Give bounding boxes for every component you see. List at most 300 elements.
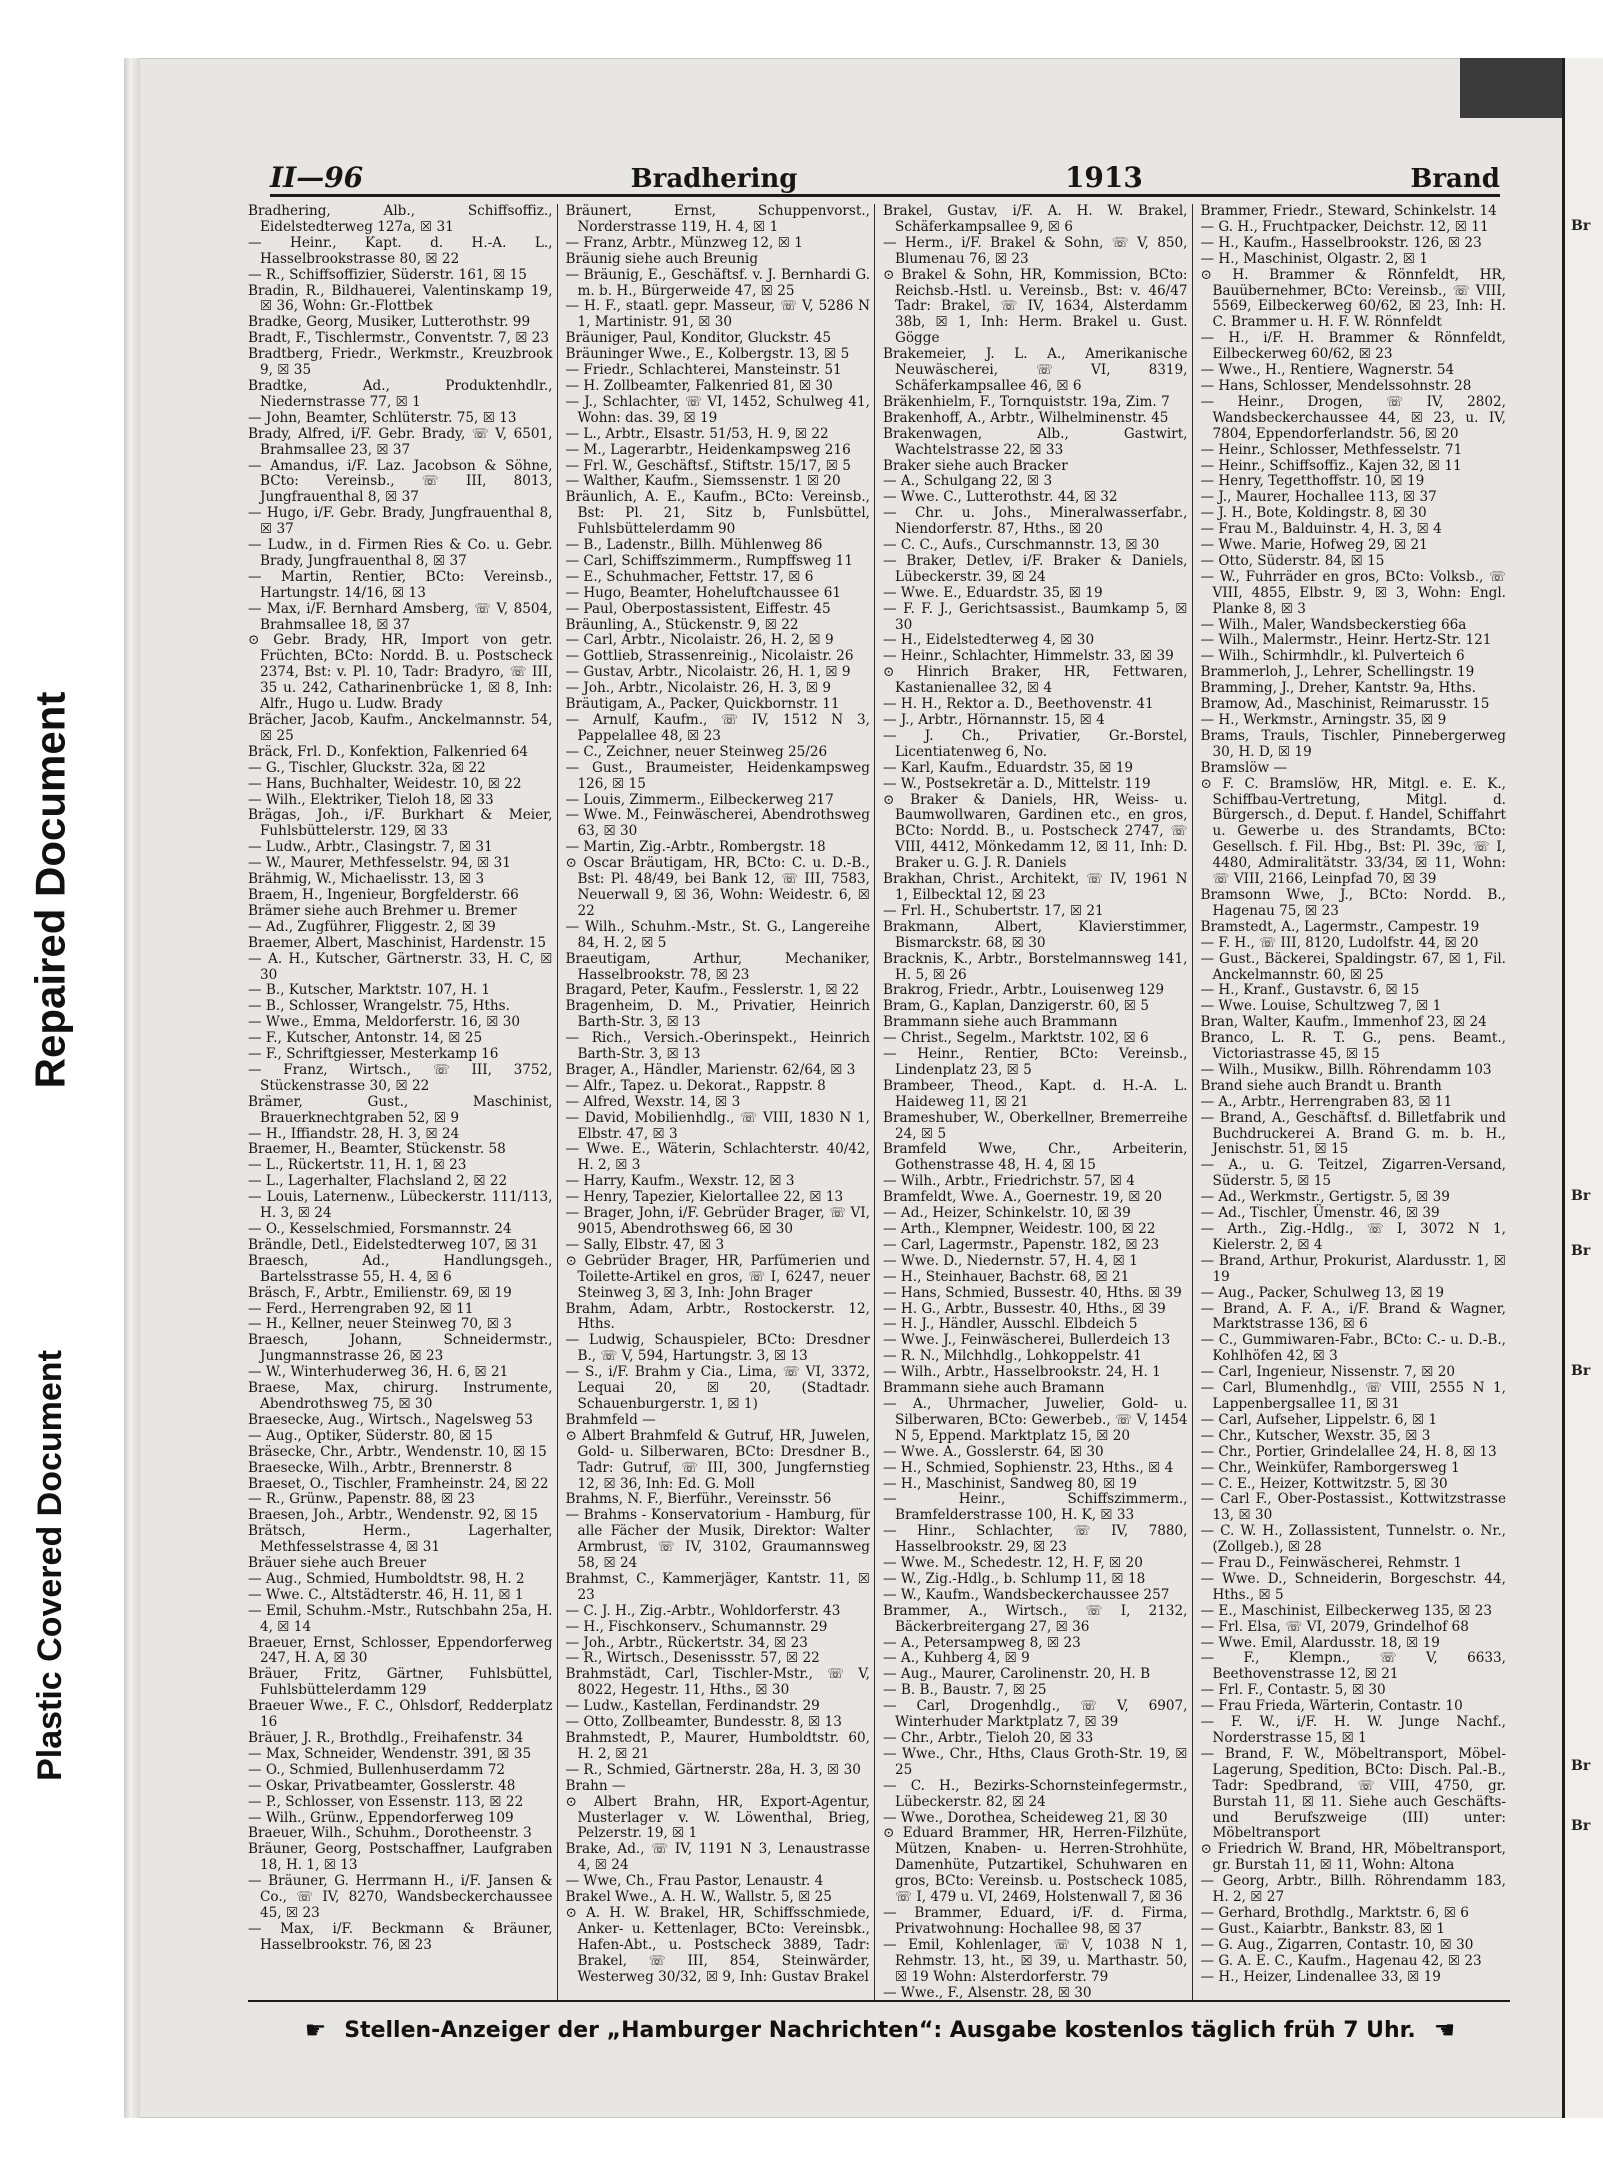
directory-entry: — W., Winterhuderweg 36, H. 6, ☒ 21 — [248, 1364, 509, 1381]
margin-mark: Br — [1571, 1758, 1591, 1774]
directory-entry: — A., Uhrmacher, Juwelier, Gold- u. Silberwaren, BCto: Gewerbeb., ☏ V, 1454 N 5, Eppend. Marktplatz 15, ☒ 20 — [883, 1395, 1188, 1444]
directory-entry: Braese, Max, chirurg. Instrumente, Abendrothsweg 75, ☒ 30 — [248, 1380, 553, 1412]
directory-entry: — L., Lagerhalter, Flachsland 2, ☒ 22 — [248, 1173, 508, 1190]
margin-mark: Br — [1571, 218, 1591, 234]
directory-entry: — Wwe. J., Feinwäscherei, Bullerdeich 13 — [883, 1332, 1171, 1349]
directory-entry: Brämer, Gust., Maschinist, Brauerknechtgraben 52, ☒ 9 — [248, 1093, 553, 1126]
directory-columns — [248, 203, 1510, 2001]
directory-entry: Bram, G., Kaplan, Danzigerstr. 60, ☒ 5 — [883, 998, 1149, 1015]
directory-entry: Brahm, Adam, Arbtr., Rostockerstr. 12, Hths. — [565, 1300, 870, 1333]
directory-entry: — Wilh., Musikw., Billh. Röhrendamm 103 — [1200, 1061, 1492, 1078]
page-number: II—96 — [270, 161, 364, 194]
directory-entry: Braeuer Wwe., F. C., Ohlsdorf, Redderplatz 16 — [248, 1698, 553, 1731]
directory-entry: — Ad., Zugführer, Fliggestr. 2, ☒ 39 — [248, 918, 496, 935]
directory-entry: Braeset, O., Tischler, Framheinstr. 24, ☒ 22 — [248, 1475, 549, 1492]
footer-advert-text: Stellen-Anzeiger der „Hamburger Nachrichten“: Ausgabe kostenlos täglich früh 7 Uhr. — [344, 2017, 1416, 2043]
directory-entry: Brammer, A., Wirtsch., ☏ I, 2132, Bäckerbreitergang 27, ☒ 36 — [883, 1602, 1188, 1635]
directory-entry: Bräunig siehe auch Breunig — [565, 250, 759, 267]
directory-entry: — Wilh., Arbtr., Hasselbrookstr. 24, H. 1 — [883, 1364, 1161, 1381]
directory-entry: — Wilh., Grünw., Eppendorferweg 109 — [248, 1809, 514, 1826]
directory-entry: — Wwe. Marie, Hofweg 29, ☒ 21 — [1200, 537, 1428, 554]
directory-entry: — Bräunig, E., Geschäftsf. v. J. Bernhardi G. m. b. H., Bürgerweide 47, ☒ 25 — [565, 266, 870, 299]
directory-entry: — Aug., Maurer, Carolinenstr. 20, H. B — [883, 1666, 1151, 1683]
header-left-keyword: Bradhering — [630, 164, 798, 194]
directory-entry: — John, Beamter, Schlüterstr. 75, ☒ 13 — [248, 409, 517, 426]
directory-entry: — Frau Frieda, Wärterin, Contastr. 10 — [1200, 1698, 1463, 1715]
directory-entry: — Martin, Rentier, BCto: Vereinsb., Hartungstr. 14/16, ☒ 13 — [248, 568, 553, 601]
page-header — [270, 150, 1500, 197]
directory-entry: Bramsonn Wwe, J., BCto: Nordd. B., Hagenau 75, ☒ 23 — [1200, 886, 1506, 919]
directory-entry: — Chr., Weinküfer, Ramborgersweg 1 — [1200, 1459, 1460, 1476]
directory-entry: — Bräuner, G. Herrmann H., i/F. Jansen & Co., ☏ IV, 8270, Wandsbeckerchaussee 45, ☒ 23 — [248, 1873, 553, 1921]
directory-entry: — Gerhard, Brothdlg., Marktstr. 6, ☒ 6 — [1200, 1904, 1469, 1921]
directory-entry: — Walther, Kaufm., Siemssenstr. 1 ☒ 20 — [565, 473, 841, 490]
directory-entry: — C. E., Heizer, Kottwitzstr. 5, ☒ 30 — [1200, 1475, 1448, 1492]
directory-entry: — Carl, Aufseher, Lippelstr. 6, ☒ 1 — [1200, 1411, 1438, 1428]
directory-entry: — Wwe. E., Eduardstr. 35, ☒ 19 — [883, 584, 1103, 601]
directory-entry: Brahn — — [565, 1777, 626, 1794]
directory-entry: Bragenheim, D. M., Privatier, Heinrich Barth-Str. 3, ☒ 13 — [565, 998, 870, 1031]
directory-entry: — Wwe., Chr., Hths, Claus Groth-Str. 19, ☒ 25 — [883, 1745, 1188, 1778]
directory-entry: — Wwe. Louise, Schultzweg 7, ☒ 1 — [1200, 998, 1442, 1015]
directory-entry: — A. H., Kutscher, Gärtnerstr. 33, H. C, ☒ 30 — [248, 950, 553, 983]
directory-entry: Brahmstädt, Carl, Tischler-Mstr., ☏ V, 8022, Hegestr. 11, Hths., ☒ 30 — [565, 1666, 870, 1699]
repaired-document-label — [0, 580, 100, 1200]
directory-entry: Bragard, Peter, Kaufm., Fesslerstr. 1, ☒ 22 — [565, 982, 860, 999]
directory-entry: — Wwe. D., Schneiderin, Borgeschstr. 44, Hths., ☒ 5 — [1200, 1570, 1506, 1603]
directory-entry: Brake, Ad., ☏ IV, 1191 N 3, Lenaustrasse 4, ☒ 24 — [565, 1841, 870, 1874]
directory-entry: Bradtberg, Friedr., Werkmstr., Kreuzbrook 9, ☒ 35 — [248, 346, 553, 379]
adjacent-page-strip — [1562, 58, 1603, 2118]
directory-entry: — H., Schmied, Sophienstr. 23, Hths., ☒ 4 — [883, 1459, 1174, 1476]
directory-entry: — Christ., Segelm., Marktstr. 102, ☒ 6 — [883, 1030, 1149, 1047]
directory-entry: — H., Fischkonserv., Schumannstr. 29 — [565, 1618, 828, 1635]
directory-entry: — Wilh., Malermstr., Heinr. Hertz-Str. 121 — [1200, 632, 1492, 649]
directory-entry: — Brammer, Eduard, i/F. d. Firma, Privatwohnung: Hochallee 98, ☒ 37 — [883, 1904, 1188, 1937]
directory-entry: Brägas, Joh., i/F. Burkhart & Meier, Fuhlsbüttelerstr. 129, ☒ 33 — [248, 807, 553, 840]
directory-entry: — Gust., Bäckerei, Spaldingstr. 67, ☒ 1, Fil. Anckelmannstr. 60, ☒ 25 — [1200, 950, 1506, 983]
directory-entry: — R., Wirtsch., Desenissstr. 57, ☒ 22 — [565, 1650, 820, 1667]
directory-entry: — Hugo, i/F. Gebr. Brady, Jungfrauenthal 8, ☒ 37 — [248, 505, 553, 538]
directory-entry: — G., Tischler, Gluckstr. 32a, ☒ 22 — [248, 759, 486, 776]
directory-entry: — Wwe. C., Altstädterstr. 46, H. 11, ☒ 1 — [248, 1586, 524, 1603]
directory-entry: — Harry, Kaufm., Wexstr. 12, ☒ 3 — [565, 1173, 795, 1190]
directory-entry: Bramming, J., Dreher, Kantstr. 9a, Hths. — [1200, 680, 1476, 697]
directory-entry: Bräunert, Ernst, Schuppenvorst., Norderstrasse 119, H. 4, ☒ 1 — [565, 203, 870, 235]
directory-entry: — David, Mobilienhdlg., ☏ VIII, 1830 N 1, Elbstr. 47, ☒ 3 — [565, 1109, 870, 1142]
directory-entry: — Franz, Wirtsch., ☏ III, 3752, Stückenstrasse 30, ☒ 22 — [248, 1061, 553, 1094]
directory-entry: — Carl, Drogenhdlg., ☏ V, 6907, Winterhuder Marktplatz 7, ☒ 39 — [883, 1698, 1188, 1731]
directory-entry: Brahmfeld — — [565, 1411, 656, 1428]
directory-entry: — H., Maschinist, Olgastr. 2, ☒ 1 — [1200, 250, 1428, 267]
directory-entry: — W., Maurer, Methfesselstr. 94, ☒ 31 — [248, 855, 511, 872]
directory-entry: — H., Kellner, neuer Steinweg 70, ☒ 3 — [248, 1316, 512, 1333]
header-right-keyword: Brand — [1410, 164, 1500, 194]
directory-entry: — Alfred, Wexstr. 14, ☒ 3 — [565, 1093, 741, 1110]
directory-entry: Bräuer siehe auch Breuer — [248, 1555, 427, 1572]
directory-entry: — Gust., Braumeister, Heidenkampsweg 126, ☒ 15 — [565, 759, 870, 792]
directory-entry: — Ludw., in d. Firmen Ries & Co. u. Gebr. Brady, Jungfrauenthal 8, ☒ 37 — [248, 537, 553, 569]
directory-entry: — Wwe. A., Gosslerstr. 64, ☒ 30 — [883, 1443, 1104, 1460]
directory-entry: — Hans, Schmied, Bussestr. 40, Hths. ☒ 39 — [883, 1284, 1182, 1301]
directory-entry: Bradtke, Ad., Produktenhdlr., Niedernstrasse 77, ☒ 1 — [248, 377, 553, 410]
directory-entry: Brakenwagen, Alb., Gastwirt, Wachtelstrasse 22, ☒ 33 — [883, 425, 1188, 458]
directory-entry: — Alfr., Tapez. u. Dekorat., Rappstr. 8 — [565, 1077, 826, 1094]
directory-entry: — Brand, A., Geschäftsf. d. Billetfabrik und Buchdruckerei A. Brand G. m. b. H., Jenischstr. 51, ☒ 15 — [1200, 1109, 1506, 1158]
directory-entry: — C. J. H., Zig.-Arbtr., Wohldorferstr. 43 — [565, 1602, 841, 1619]
directory-entry: — Heinr., Kapt. d. H.-A. L., Hasselbrookstrasse 80, ☒ 22 — [248, 234, 553, 267]
directory-entry: — Wwe. E., Wäterin, Schlachterstr. 40/42, H. 2, ☒ 3 — [565, 1141, 870, 1174]
directory-entry: — Hans, Buchhalter, Weidestr. 10, ☒ 22 — [248, 775, 522, 792]
directory-entry: Brakrog, Friedr., Arbtr., Louisenweg 129 — [883, 982, 1165, 999]
directory-entry: — Otto, Zollbeamter, Bundesstr. 8, ☒ 13 — [565, 1714, 842, 1731]
directory-entry: Brammann siehe auch Bramann — [883, 1380, 1105, 1397]
directory-entry: — G. A. E. C., Kaufm., Hagenau 42, ☒ 23 — [1200, 1952, 1482, 1969]
directory-entry: — W., Postsekretär a. D., Mittelstr. 119 — [883, 775, 1151, 792]
directory-entry: — H., Heizer, Lindenallee 33, ☒ 19 — [1200, 1968, 1441, 1985]
directory-entry: — Max, i/F. Bernhard Amsberg, ☏ V, 8504, Brahmsallee 18, ☒ 37 — [248, 600, 553, 633]
directory-entry: — R., Schmied, Gärtnerstr. 28a, H. 3, ☒ 30 — [565, 1761, 861, 1778]
directory-entry: — Frl. Elsa, ☏ VI, 2079, Grindelhof 68 — [1200, 1618, 1469, 1635]
directory-entry: — H. J., Händler, Ausschl. Elbdeich 5 — [883, 1316, 1138, 1333]
directory-entry: — O., Schmied, Bullenhuserdamm 72 — [248, 1761, 506, 1778]
directory-entry: — Oskar, Privatbeamter, Gosslerstr. 48 — [248, 1777, 516, 1794]
directory-entry: — A., Petersampweg 8, ☒ 23 — [883, 1634, 1081, 1651]
directory-entry: Braemer, Albert, Maschinist, Hardenstr. 15 — [248, 934, 546, 951]
directory-entry: — Brand, Arthur, Prokurist, Alardusstr. 1, ☒ 19 — [1200, 1252, 1506, 1285]
directory-entry: — Sally, Elbstr. 47, ☒ 3 — [565, 1236, 725, 1253]
directory-entry: — R., Grünw., Papenstr. 88, ☒ 23 — [248, 1491, 475, 1508]
directory-entry: — Brager, John, i/F. Gebrüder Brager, ☏ VI, 9015, Abendrothsweg 66, ☒ 30 — [565, 1205, 870, 1237]
directory-entry: ⊙ Oscar Bräutigam, HR, BCto: C. u. D.-B., Bst: Pl. 48/49, bei Bank 12, ☏ III, 7583, Neuerwall 9, ☒ 36, Wohn: Weidestr. 6, ☒ 22 — [565, 855, 870, 919]
directory-entry: — Wwe. D., Niedernstr. 57, H. 4, ☒ 1 — [883, 1252, 1138, 1269]
directory-entry: — Carl, Arbtr., Nicolaistr. 26, H. 2, ☒ 9 — [565, 632, 834, 649]
directory-entry: — Wwe, Ch., Frau Pastor, Lenaustr. 4 — [565, 1873, 824, 1890]
directory-entry: — Chr., Arbtr., Tieloh 20, ☒ 33 — [883, 1730, 1094, 1746]
directory-entry: — H. H., Rektor a. D., Beethovenstr. 41 — [883, 696, 1154, 713]
directory-entry: — Franz, Arbtr., Münzweg 12, ☒ 1 — [565, 234, 803, 251]
plastic-covered-text: Plastic Covered Document — [30, 1349, 69, 1781]
directory-entry: Brakemeier, J. L. A., Amerikanische Neuwäscherei, ☏ VI, 8319, Schäferkampsallee 46, ☒ 6 — [883, 346, 1188, 394]
directory-entry: — W., Zig.-Hdlg., b. Schlump 11, ☒ 18 — [883, 1570, 1146, 1587]
directory-entry: — Brand, F. W., Möbeltransport, Möbel-Lagerung, Spedition, BCto: Disch. Pal.-B., Tadr: Spedbrand, ☏ VIII, 4750, gr. Burstah 11, ☒ 11. Siehe auch Geschäfts- und Berufszweige (III) unter: Möbeltransport — [1200, 1745, 1506, 1842]
directory-entry: — Wwe., Emma, Meldorferstr. 16, ☒ 30 — [248, 1014, 521, 1031]
directory-entry: Braker siehe auch Bracker — [883, 457, 1068, 474]
directory-entry: — Carl, Ingenieur, Nissenstr. 7, ☒ 20 — [1200, 1364, 1456, 1381]
directory-entry: Bräsecke, Chr., Arbtr., Wendenstr. 10, ☒ 15 — [248, 1443, 547, 1460]
directory-entry: — Wwe., F., Alsenstr. 28, ☒ 30 — [883, 1984, 1092, 2001]
directory-entry: — Heinr., Schlachter, Himmelstr. 33, ☒ 39 — [883, 648, 1174, 665]
directory-entry: Bräuner, Georg, Postschaffner, Laufgraben 18, H. 1, ☒ 13 — [248, 1841, 553, 1874]
directory-entry: — Henry, Tegetthoffstr. 10, ☒ 19 — [1200, 473, 1425, 490]
directory-entry: — Max, i/F. Beckmann & Bräuner, Hasselbrookstr. 76, ☒ 23 — [248, 1920, 553, 1953]
directory-entry: ⊙ Friedrich W. Brand, HR, Möbeltransport, gr. Burstah 11, ☒ 11, Wohn: Altona — [1200, 1841, 1506, 1874]
directory-entry: — Wilh., Schuhm.-Mstr., St. G., Langereihe 84, H. 2, ☒ 5 — [565, 918, 870, 951]
directory-entry: — A., u. G. Teitzel, Zigarren-Versand, Süderstr. 5, ☒ 15 — [1200, 1157, 1506, 1190]
directory-entry: — C., Zeichner, neuer Steinweg 25/26 — [565, 743, 828, 760]
directory-entry: Braesen, Joh., Arbtr., Wendenstr. 92, ☒ 15 — [248, 1507, 538, 1524]
directory-entry: — C. W. H., Zollassistent, Tunnelstr. o. Nr., (Zollgeb.), ☒ 28 — [1200, 1523, 1506, 1556]
directory-entry: — J., Schlachter, ☏ VI, 1452, Schulweg 41, Wohn: das. 39, ☒ 19 — [565, 393, 870, 426]
directory-entry: — Arth., Zig.-Hdlg., ☏ I, 3072 N 1, Kielerstr. 2, ☒ 4 — [1200, 1221, 1506, 1253]
directory-entry: — B. B., Baustr. 7, ☒ 25 — [883, 1682, 1047, 1699]
directory-entry: — Wwe., Dorothea, Scheideweg 21, ☒ 30 — [883, 1809, 1168, 1826]
directory-entry: Brähmig, W., Michaelisstr. 13, ☒ 3 — [248, 871, 485, 888]
directory-entry: — Ad., Werkmstr., Gertigstr. 5, ☒ 39 — [1200, 1189, 1450, 1206]
directory-entry: ⊙ A. H. W. Brakel, HR, Schiffsschmiede, Anker- u. Kettenlager, BCto: Vereinsbk., Hafen-Abt., u. Postscheck 3889, Tadr: Brakel, ☏ III, 854, Steinwärder, Westerweg 30/32, ☒ 9, Inh: Gustav Brakel — [565, 1904, 870, 1985]
directory-entry: — C. H., Bezirks-Schornsteinfegermstr., Lübeckerstr. 82, ☒ 24 — [883, 1777, 1188, 1810]
directory-entry: — Chr. u. Johs., Mineralwasserfabr., Niendorferstr. 87, Hths., ☒ 20 — [883, 505, 1188, 538]
directory-entry: Brams, Trauls, Tischler, Pinnebergerweg 30, H. D, ☒ 19 — [1200, 727, 1506, 760]
directory-entry: ⊙ Eduard Brammer, HR, Herren-Filzhüte, Mützen, Knaben- u. Herren-Strohhüte, Damenhüte, Putzartikel, Schuhwaren en gros, BCto: Vereinsb. u. Postscheck 1085, ☏ I, 479 u. VI, 2469, Holstenwall 7, ☒ 36 — [883, 1825, 1188, 1906]
directory-entry: — O., Kesselschmied, Forsmannstr. 24 — [248, 1221, 512, 1237]
directory-entry: — Hinr., Schlachter, ☏ IV, 7880, Hasselbrookstr. 29, ☒ 23 — [883, 1523, 1188, 1556]
directory-entry: ⊙ Brakel & Sohn, HR, Kommission, BCto: Reichsb.-Hstl. u. Vereinsb., Bst: v. 46/47 Tadr: Brakel, ☏ IV, 1634, Alsterdamm 38b, ☒ 1, Inh: Herm. Brakel u. Gust. Gögge — [883, 266, 1188, 347]
directory-entry: — J. Ch., Privatier, Gr.-Borstel, Licentiatenweg 6, No. — [883, 727, 1188, 760]
directory-entry: — F. H., ☏ III, 8120, Ludolfstr. 44, ☒ 20 — [1200, 934, 1479, 951]
directory-entry: Bramfeld Wwe, Chr., Arbeiterin, Gothenstrasse 48, H. 4, ☒ 15 — [883, 1141, 1188, 1174]
directory-entry: Brand siehe auch Brandt u. Branth — [1200, 1077, 1442, 1094]
directory-entry: — Frau M., Balduinstr. 4, H. 3, ☒ 4 — [1200, 521, 1442, 538]
directory-entry: Bradke, Georg, Musiker, Lutterothstr. 99 — [248, 314, 531, 331]
pointing-hand-left-icon: ☚ — [1433, 2016, 1456, 2044]
directory-entry: Brakhan, Christ., Architekt, ☏ IV, 1961 N 1, Eilbecktal 12, ☒ 23 — [883, 871, 1188, 903]
directory-entry: — Georg, Arbtr., Billh. Röhrendamm 183, H. 2, ☒ 27 — [1200, 1873, 1506, 1906]
directory-entry: Braesch, Ad., Handlungsgeh., Bartelsstrasse 55, H. 4, ☒ 6 — [248, 1252, 553, 1285]
directory-entry: — Arnulf, Kaufm., ☏ IV, 1512 N 3, Pappelallee 48, ☒ 23 — [565, 712, 870, 744]
directory-entry: Bräunlich, A. E., Kaufm., BCto: Vereinsb., Bst: Pl. 21, Sitz b, Funlsbüttel, Fuhlsbüttelerdamm 90 — [565, 489, 870, 538]
directory-entry: Bräsch, F., Arbtr., Emilienstr. 69, ☒ 19 — [248, 1284, 512, 1301]
directory-entry: — H., Kaufm., Hasselbrookstr. 126, ☒ 23 — [1200, 234, 1482, 251]
directory-entry: — W., Kaufm., Wandsbeckerchaussee 257 — [883, 1586, 1170, 1603]
directory-entry: — Paul, Oberpostassistent, Eiffestr. 45 — [565, 600, 831, 617]
directory-entry: ⊙ Albert Brahn, HR, Export-Agentur, Musterlager v. W. Löwenthal, Brieg, Pelzerstr. 19, ☒ 1 — [565, 1793, 870, 1842]
directory-entry: — H. F., staatl. gepr. Masseur, ☏ V, 5286 N 1, Martinistr. 91, ☒ 30 — [565, 298, 870, 331]
directory-entry: — B., Schlosser, Wrangelstr. 75, Hths. — [248, 998, 510, 1015]
directory-entry: Brändle, Detl., Eidelstedterweg 107, ☒ 31 — [248, 1236, 539, 1253]
directory-entry: — Ad., Tischler, Ümenstr. 46, ☒ 39 — [1200, 1205, 1440, 1222]
directory-entry: ⊙ Gebrüder Brager, HR, Parfümerien und Toilette-Artikel en gros, ☏ I, 6247, neuer Steinweg 3, ☒ 3, Inh: John Brager — [565, 1252, 870, 1301]
directory-entry: — Heinr., Drogen, ☏ IV, 2802, Wandsbeckerchaussee 44, ☒ 23, u. IV, 7804, Eppendorferlandstr. 56, ☒ 20 — [1200, 393, 1506, 442]
directory-entry: — Friedr., Schlachterei, Mansteinstr. 51 — [565, 362, 842, 379]
directory-entry: ⊙ Albert Brahmfeld & Gutruf, HR, Juwelen, Gold- u. Silberwaren, BCto: Dresdner B., Tadr: Gutruf, ☏ III, 300, Jungfernstieg 12, ☒ 36, Inh: Ed. G. Moll — [565, 1427, 870, 1492]
directory-entry: — Braker, Detlev, i/F. Braker & Daniels, Lübeckerstr. 39, ☒ 24 — [883, 552, 1188, 585]
directory-entry: Brakenhoff, A., Arbtr., Wilhelminenstr. 45 — [883, 409, 1169, 426]
directory-entry: ⊙ Braker & Daniels, HR, Weiss- u. Baumwollwaren, Gardinen etc., en gros, BCto: Nordd. B., u. Postscheck 2747, ☏ VIII, 4412, Mönkedamm 12, ☒ 11, Inh: D. Braker u. G. J. R. Daniels — [883, 791, 1188, 872]
directory-entry: — F. F. J., Gerichtsassist., Baumkamp 5, ☒ 30 — [883, 600, 1188, 633]
directory-entry: Braesch, Johann, Schneidermstr., Jungmannstrasse 26, ☒ 23 — [248, 1332, 553, 1365]
margin-mark: Br — [1571, 1188, 1591, 1204]
directory-entry: — J., Arbtr., Hörnannstr. 15, ☒ 4 — [883, 712, 1105, 728]
directory-entry: Brammerloh, J., Lehrer, Schellingstr. 19 — [1200, 664, 1475, 681]
directory-entry: Bräuer, Fritz, Gärtner, Fuhlsbüttel, Fuhlsbüttelerdamm 129 — [248, 1666, 553, 1699]
directory-entry: Brakel, Gustav, i/F. A. H. W. Brakel, Schäferkampsallee 9, ☒ 6 — [883, 203, 1188, 235]
directory-entry: — A., Kuhberg 4, ☒ 9 — [883, 1650, 1030, 1667]
directory-entry: — Emil, Schuhm.-Mstr., Rutschbahn 25a, H. 4, ☒ 14 — [248, 1602, 553, 1635]
directory-entry: — F. W., i/F. H. W. Junge Nachf., Norderstrasse 15, ☒ 1 — [1200, 1714, 1506, 1746]
directory-entry: — Brand, A. F. A., i/F. Brand & Wagner, Marktstrasse 136, ☒ 6 — [1200, 1300, 1506, 1333]
directory-entry: — H., Kranf., Gustavstr. 6, ☒ 15 — [1200, 982, 1420, 999]
directory-entry: — Ludw., Arbtr., Clasingstr. 7, ☒ 31 — [248, 839, 493, 856]
directory-entry: — C. C., Aufs., Curschmannstr. 13, ☒ 30 — [883, 537, 1160, 554]
directory-entry: — H., Maschinist, Sandweg 80, ☒ 19 — [883, 1475, 1137, 1492]
directory-entry: Brahms, N. F., Bierführ., Vereinsstr. 56 — [565, 1491, 832, 1508]
directory-entry: Branco, L. R. T. G., pens. Beamt., Victoriastrasse 45, ☒ 15 — [1200, 1030, 1506, 1063]
directory-entry: — Rich., Versich.-Oberinspekt., Heinrich Barth-Str. 3, ☒ 13 — [565, 1030, 870, 1063]
directory-entry: Bradt, F., Tischlermstr., Conventstr. 7, ☒ 23 — [248, 330, 550, 347]
directory-entry: — Karl, Kaufm., Eduardstr. 35, ☒ 19 — [883, 759, 1134, 776]
directory-entry: — Frl. W., Geschäftsf., Stiftstr. 15/17, ☒ 5 — [565, 457, 851, 474]
repaired-document-text: Repaired Document — [26, 691, 73, 1089]
directory-entry: — Martin, Zig.-Arbtr., Rombergstr. 18 — [565, 839, 826, 856]
directory-entry: — Chr., Portier, Grindelallee 24, H. 8, ☒ 13 — [1200, 1443, 1497, 1460]
directory-entry: Brächer, Jacob, Kaufm., Anckelmannstr. 54, ☒ 25 — [248, 712, 553, 744]
directory-entry: — F., Kutscher, Antonstr. 14, ☒ 25 — [248, 1030, 483, 1047]
directory-entry: Brahmst, C., Kammerjäger, Kantstr. 11, ☒ 23 — [565, 1570, 870, 1603]
directory-entry: Brammer, Friedr., Steward, Schinkelstr. 14 — [1200, 203, 1497, 219]
directory-entry: — Wilh., Maler, Wandsbeckerstieg 66a — [1200, 616, 1467, 633]
directory-entry: — Herm., i/F. Brakel & Sohn, ☏ V, 850, Blumenau 76, ☒ 23 — [883, 234, 1188, 267]
directory-entry: — Ad., Heizer, Schinkelstr. 10, ☒ 39 — [883, 1205, 1131, 1222]
directory-entry: — Wwe., H., Rentiere, Wagnerstr. 54 — [1200, 362, 1455, 379]
directory-entry: — Frl. F., Contastr. 5, ☒ 30 — [1200, 1682, 1386, 1699]
header-year: 1913 — [1064, 161, 1143, 194]
directory-entry: — F., Klempn., ☏ V, 6633, Beethovenstrasse 12, ☒ 21 — [1200, 1650, 1506, 1683]
directory-entry: Brahmstedt, P., Maurer, Humboldtstr. 60, H. 2, ☒ 21 — [565, 1730, 870, 1762]
directory-entry: — Louis, Zimmerm., Eilbeckerweg 217 — [565, 791, 834, 808]
directory-entry: — Aug., Packer, Schulweg 13, ☒ 19 — [1200, 1284, 1445, 1301]
directory-entry: — C., Gummiwaren-Fabr., BCto: C.- u. D.-B., Kohlhöfen 42, ☒ 3 — [1200, 1332, 1506, 1365]
directory-entry: Braeutigam, Arthur, Mechaniker, Hasselbrookstr. 78, ☒ 23 — [565, 950, 870, 983]
directory-entry: — Wilh., Arbtr., Friedrichstr. 57, ☒ 4 — [883, 1173, 1135, 1190]
directory-entry: Bradhering, Alb., Schiffsoffiz., Eidelstedterweg 127a, ☒ 31 — [248, 203, 553, 235]
directory-entry: ⊙ Gebr. Brady, HR, Import von getr. Früchten, BCto: Nordd. B. u. Postscheck 2374, Bst: v. Pl. 10, Tadr: Bradyro, ☏ III, 35 u. 242, Catharinenbrücke 1, ☒ 8, Inh: Alfr., Hugo u. Ludw. Brady — [248, 632, 553, 713]
directory-entry: Braesecke, Wilh., Arbtr., Brennerstr. 8 — [248, 1459, 513, 1476]
directory-entry: — Max, Schneider, Wendenstr. 391, ☒ 35 — [248, 1745, 532, 1762]
directory-entry: — Joh., Arbtr., Rückertstr. 34, ☒ 23 — [565, 1634, 808, 1651]
directory-entry: — Carl, Schiffszimmerm., Rumpffsweg 11 — [565, 552, 853, 569]
directory-entry: ⊙ Hinrich Braker, HR, Fettwaren, Kastanienallee 32, ☒ 4 — [883, 664, 1188, 697]
directory-entry: — Carl, Lagermstr., Papenstr. 182, ☒ 23 — [883, 1236, 1160, 1253]
directory-entry: — H., Iffiandstr. 28, H. 3, ☒ 24 — [248, 1125, 460, 1142]
directory-entry: — H. Zollbeamter, Falkenried 81, ☒ 30 — [565, 377, 833, 394]
plastic-covered-label — [0, 1240, 100, 1890]
directory-entry: — Frau D., Feinwäscherei, Rehmstr. 1 — [1200, 1555, 1463, 1572]
directory-entry: — Heinr., Schiffszimmerm., Bramfelderstrasse 100, H. K, ☒ 33 — [883, 1491, 1188, 1524]
directory-entry: — P., Schlosser, von Essenstr. 113, ☒ 22 — [248, 1793, 524, 1810]
margin-mark: Br — [1571, 1363, 1591, 1379]
directory-entry: — Heinr., Schlosser, Methfesselstr. 71 — [1200, 441, 1463, 458]
directory-entry: — G. Aug., Zigarren, Contastr. 10, ☒ 30 — [1200, 1936, 1474, 1953]
directory-entry: — R. N., Milchhdlg., Lohkoppelstr. 41 — [883, 1348, 1142, 1365]
directory-entry: Brammann siehe auch Brammann — [883, 1014, 1118, 1031]
directory-entry: Braeuer, Wilh., Schuhm., Dorotheenstr. 3 — [248, 1825, 532, 1842]
directory-entry: Bräuniger, Paul, Konditor, Gluckstr. 45 — [565, 330, 831, 347]
directory-entry: Brakmann, Albert, Klavierstimmer, Bismarckstr. 68, ☒ 30 — [883, 918, 1188, 951]
margin-mark: Br — [1571, 1818, 1591, 1834]
page-binding-edge — [124, 58, 140, 2118]
directory-entry: — L., Rückertstr. 11, H. 1, ☒ 23 — [248, 1157, 467, 1174]
directory-entry: — Aug., Optiker, Süderstr. 80, ☒ 15 — [248, 1427, 493, 1444]
directory-entry: — H. G., Arbtr., Bussestr. 40, Hths., ☒ 39 — [883, 1300, 1166, 1317]
directory-entry: — Wwe. M., Feinwäscherei, Abendrothsweg 63, ☒ 30 — [565, 807, 870, 840]
directory-column-3 — [883, 204, 1193, 2001]
directory-entry: Bramslöw — — [1200, 759, 1288, 776]
directory-entry: — Ludw., Kastellan, Ferdinandstr. 29 — [565, 1698, 820, 1715]
footer-advert — [300, 2012, 1460, 2048]
directory-entry: — R., Schiffsoffizier, Süderstr. 161, ☒ 15 — [248, 266, 527, 283]
directory-entry: — H., Werkmstr., Arningstr. 35, ☒ 9 — [1200, 712, 1447, 728]
pointing-hand-right-icon: ☛ — [304, 2016, 327, 2044]
directory-entry: — L., Arbtr., Elsastr. 51/53, H. 9, ☒ 22 — [565, 425, 829, 442]
directory-entry: — Ludwig, Schauspieler, BCto: Dresdner B., ☏ V, 594, Hartungstr. 3, ☒ 13 — [565, 1332, 870, 1365]
directory-entry: — G. H., Fruchtpacker, Deichstr. 12, ☒ 11 — [1200, 218, 1489, 235]
directory-entry: — Carl, Blumenhdlg., ☏ VIII, 2555 N 1, Lappenbergsallee 11, ☒ 31 — [1200, 1380, 1506, 1412]
directory-entry: Bracknis, K., Arbtr., Borstelmannsweg 141, H. 5, ☒ 26 — [883, 950, 1188, 983]
directory-entry: — Henry, Tapezier, Kielortallee 22, ☒ 13 — [565, 1189, 844, 1206]
directory-entry: — S., i/F. Brahm y Cia., Lima, ☏ VI, 3372, Lequai 20, ☒ 20, (Stadtadr. Schauenburgerstr. 1, ☒ 1) — [565, 1364, 870, 1412]
directory-entry: — Frl. H., Schubertstr. 17, ☒ 21 — [883, 902, 1104, 919]
directory-column-2 — [566, 204, 876, 2001]
directory-entry: Brakel Wwe., A. H. W., Wallstr. 5, ☒ 25 — [565, 1889, 832, 1906]
directory-entry: — H., i/F. H. Brammer & Rönnfeldt, Eilbeckerweg 60/62, ☒ 23 — [1200, 330, 1506, 363]
directory-entry: Braemer, H., Beamter, Stückenstr. 58 — [248, 1141, 506, 1158]
directory-entry: — W., Fuhrräder en gros, BCto: Volksb., ☏ VIII, 4855, Elbstr. 9, ☒ 3, Wohn: Engl. Planke 8, ☒ 3 — [1200, 568, 1506, 617]
directory-column-1 — [248, 204, 558, 2001]
directory-entry: Brady, Alfred, i/F. Gebr. Brady, ☏ V, 6501, Brahmsallee 23, ☒ 37 — [248, 425, 553, 458]
directory-entry: — Joh., Arbtr., Nicolaistr. 26, H. 3, ☒ 9 — [565, 680, 832, 697]
directory-entry: — Heinr., Rentier, BCto: Vereinsb., Lindenplatz 23, ☒ 5 — [883, 1046, 1188, 1078]
directory-entry: Braeuer, Ernst, Schlosser, Eppendorferweg 247, H. A, ☒ 30 — [248, 1634, 553, 1667]
directory-entry: — Hans, Schlosser, Mendelssohnstr. 28 — [1200, 377, 1472, 394]
directory-entry: Bran, Walter, Kaufm., Immenhof 23, ☒ 24 — [1200, 1014, 1487, 1031]
directory-entry: — J. H., Bote, Koldingstr. 8, ☒ 30 — [1200, 505, 1427, 522]
directory-entry: Braesecke, Aug., Wirtsch., Nagelsweg 53 — [248, 1411, 533, 1428]
directory-entry: — Emil, Kohlenlager, ☏ V, 1038 N 1, Rehmstr. 13, ht., ☒ 39, u. Marthastr. 50, ☒ 19 Wohn: Alsterdorferstr. 79 — [883, 1936, 1188, 1985]
directory-entry: — H., Steinhauer, Bachstr. 68, ☒ 21 — [883, 1268, 1130, 1285]
directory-entry: Bräuer, J. R., Brothdlg., Freihafenstr. 34 — [248, 1730, 524, 1746]
directory-entry: Brätsch, Herm., Lagerhalter, Methfesselstrasse 4, ☒ 31 — [248, 1523, 553, 1556]
directory-entry: — Ferd., Herrengraben 92, ☒ 11 — [248, 1300, 474, 1317]
directory-entry: — Carl F., Ober-Postassist., Kottwitzstrasse 13, ☒ 30 — [1200, 1491, 1506, 1524]
directory-entry: — Gottlieb, Strassenreinig., Nicolaistr. 26 — [565, 648, 854, 665]
directory-entry: — B., Ladenstr., Billh. Mühlenweg 86 — [565, 537, 823, 554]
directory-entry: Bramfeldt, Wwe. A., Goernestr. 19, ☒ 20 — [883, 1189, 1163, 1206]
directory-entry: Brambeer, Theod., Kapt. d. H.-A. L. Haideweg 11, ☒ 21 — [883, 1077, 1188, 1110]
directory-entry: — A., Arbtr., Herrengraben 83, ☒ 11 — [1200, 1093, 1453, 1110]
footer-rule — [248, 2000, 1510, 2002]
directory-entry: — H., Eidelstedterweg 4, ☒ 30 — [883, 632, 1095, 649]
directory-entry: — Wilh., Schirmhdlr., kl. Pulverteich 6 — [1200, 648, 1465, 665]
directory-entry: — Aug., Schmied, Humboldtstr. 98, H. 2 — [248, 1570, 525, 1587]
directory-entry: ⊙ F. C. Bramslöw, HR, Mitgl. e. E. K., Schiffbau-Vertretung, Mitgl. d. Bürgersch., d. Deput. f. Handel, Schiffahrt u. Gewerbe u. des Strandamts, BCto: Gesellsch. f. Fil. Hbg., Bst: Pl. 39c, ☏ I, 4480, Admiralitätstr. 33/34, ☒ 11, Wohn: ☏ VIII, 2166, Leinpfad 70, ☒ 39 — [1200, 775, 1506, 888]
directory-entry: — Wwe. C., Lutterothstr. 44, ☒ 32 — [883, 489, 1118, 506]
directory-column-4 — [1201, 204, 1511, 2001]
directory-entry: Braem, H., Ingenieur, Borgfelderstr. 66 — [248, 886, 519, 903]
directory-entry: — Amandus, i/F. Laz. Jacobson & Söhne, BCto: Vereinsb., ☏ III, 8013, Jungfrauenthal 8, ☒ 37 — [248, 457, 553, 506]
directory-entry: — B., Kutscher, Marktstr. 107, H. 1 — [248, 982, 491, 999]
directory-entry: Bräunling, A., Stückenstr. 9, ☒ 22 — [565, 616, 799, 633]
directory-entry: — Brahms - Konservatorium - Hamburg, für alle Fächer der Musik, Direktor: Walter Armbrust, ☏ IV, 3102, Graumannsweg 58, ☒ 24 — [565, 1507, 870, 1572]
directory-entry: — F., Schriftgiesser, Mesterkamp 16 — [248, 1046, 499, 1063]
directory-entry: Bräck, Frl. D., Konfektion, Falkenried 64 — [248, 743, 529, 760]
directory-entry: Brämer siehe auch Brehmer u. Bremer — [248, 902, 517, 919]
margin-mark: Br — [1571, 1243, 1591, 1259]
directory-entry: — Gustav, Arbtr., Nicolaistr. 26, H. 1, ☒ 9 — [565, 664, 851, 681]
directory-entry: — Arth., Klempner, Weidestr. 100, ☒ 22 — [883, 1221, 1156, 1237]
directory-entry: — Gust., Kaiarbtr., Bankstr. 83, ☒ 1 — [1200, 1920, 1446, 1937]
directory-entry: Bradin, R., Bildhauerei, Valentinskamp 19, ☒ 36, Wohn: Gr.-Flottbek — [248, 282, 553, 315]
